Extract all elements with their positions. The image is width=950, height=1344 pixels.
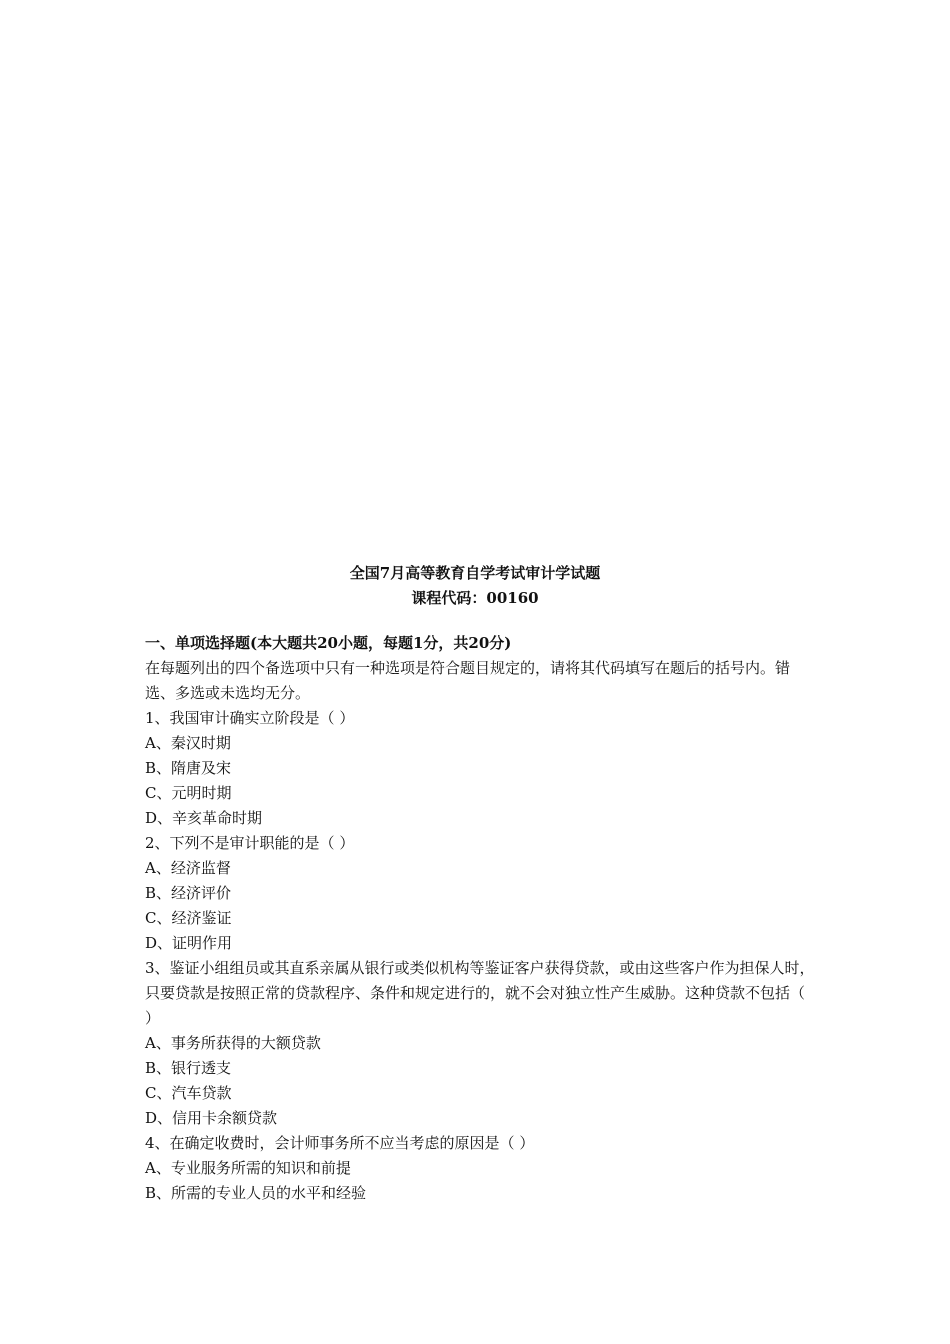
question-text: 2、下列不是审计职能的是（ ） bbox=[145, 834, 355, 852]
page-title: 全国7月高等教育自学考试审计学试题 bbox=[349, 564, 601, 582]
option-d: D、辛亥革命时期 bbox=[145, 809, 263, 827]
option-a: A、秦汉时期 bbox=[145, 734, 231, 752]
title-block bbox=[0, 561, 950, 611]
section-instructions: 在每题列出的四个备选项中只有一种选项是符合题目规定的，请将其代码填写在题后的括号内。错选、多选或未选均无分。 bbox=[145, 659, 791, 702]
option-c: C、经济鉴证 bbox=[145, 909, 232, 927]
question-text: 3、鉴证小组组员或其直系亲属从银行或类似机构等鉴证客户获得贷款，或由这些客户作为担保人时，只要贷款是按照正常的贷款程序、条件和规定进行的，就不会对独立性产生威胁。这种贷款不包括（ ） bbox=[145, 959, 815, 1027]
option-b: B、经济评价 bbox=[145, 884, 232, 902]
option-a: A、专业服务所需的知识和前提 bbox=[145, 1159, 351, 1177]
option-c: C、元明时期 bbox=[145, 784, 232, 802]
question-3 bbox=[145, 956, 815, 1131]
option-d: D、证明作用 bbox=[145, 934, 233, 952]
option-d: D、信用卡余额贷款 bbox=[145, 1109, 278, 1127]
option-a: A、事务所获得的大额贷款 bbox=[145, 1034, 321, 1052]
option-b: B、银行透支 bbox=[145, 1059, 232, 1077]
option-c: C、汽车贷款 bbox=[145, 1084, 232, 1102]
question-4 bbox=[145, 1131, 815, 1206]
exam-content bbox=[145, 631, 815, 1206]
option-a: A、经济监督 bbox=[145, 859, 231, 877]
course-code: 课程代码：00160 bbox=[411, 589, 539, 607]
question-text: 1、我国审计确实立阶段是（ ） bbox=[145, 709, 355, 727]
question-text: 4、在确定收费时，会计师事务所不应当考虑的原因是（ ） bbox=[145, 1134, 535, 1152]
option-b: B、隋唐及宋 bbox=[145, 759, 232, 777]
question-1 bbox=[145, 706, 815, 831]
question-2 bbox=[145, 831, 815, 956]
option-b: B、所需的专业人员的水平和经验 bbox=[145, 1184, 367, 1202]
section-heading: 一、单项选择题(本大题共20小题，每题1分，共20分) bbox=[145, 634, 512, 652]
